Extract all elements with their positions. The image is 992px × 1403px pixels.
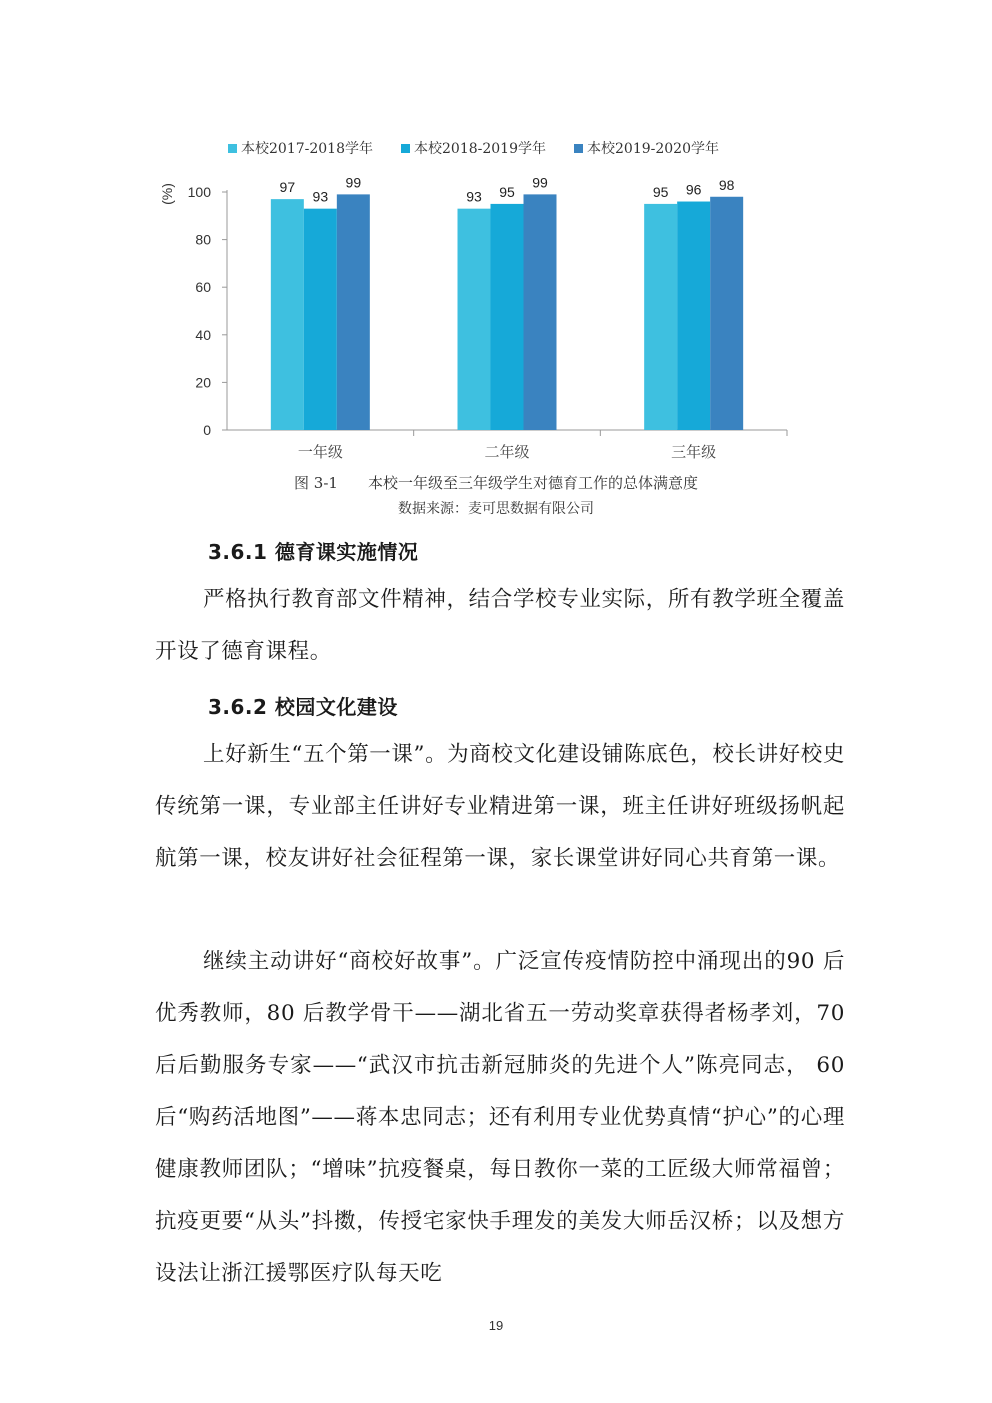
bar-二年级-本校2019-2020学年 (524, 194, 557, 430)
legend-label-2018-2019: 本校2018-2019学年 (414, 141, 546, 157)
bar-二年级-本校2018-2019学年 (491, 204, 524, 430)
legend-label-2019-2020: 本校2019-2020学年 (587, 141, 719, 157)
data-label: 93 (466, 188, 482, 205)
bar-一年级-本校2017-2018学年 (271, 199, 304, 430)
legend-item-2017-2018 (228, 138, 373, 158)
legend-item-2018-2019 (401, 138, 546, 158)
chart-legend (228, 138, 719, 158)
data-source-note: 数据来源：麦可思数据有限公司 (398, 501, 594, 517)
legend-label-2017-2018: 本校2017-2018学年 (241, 141, 373, 157)
legend-item-2019-2020 (574, 138, 719, 158)
bar-三年级-本校2017-2018学年 (644, 204, 677, 430)
section-heading-3-6-2: 3.6.2 校园文化建设 (208, 695, 398, 719)
x-category-label: 一年级 (297, 443, 343, 461)
page-number: 19 (488, 1318, 504, 1333)
y-tick-label: 0 (203, 422, 211, 438)
y-tick-label: 80 (195, 231, 211, 248)
y-tick-label: 40 (195, 326, 211, 343)
paragraph-3-6-2-stories: 继续主动讲好“商校好故事”。广泛宣传疫情防控中涌现出的90 后优秀教师，80 后教学骨干——湖北省五一劳动奖章获得者杨孝刘，70 后后勤服务专家——“武汉市抗击新冠肺炎的先进个人”陈亮同志， 60 后“购药活地图”——蒋本忠同志；还有利用专业优势真情“护心”的心理健康教师团队；“增味”抗疫餐桌，每日教你一菜的工匠级大师常福曾；抗疫更要“从头”抖擞，传授宅家快手理发的美发大师岳汉桥；以及想方设法让浙江援鄂医疗队每天吃 (155, 949, 845, 1286)
satisfaction-bar-chart (150, 130, 810, 475)
data-label: 95 (499, 183, 515, 200)
data-label: 97 (279, 179, 296, 196)
bar-二年级-本校2017-2018学年 (458, 209, 491, 430)
y-tick-label: 100 (187, 184, 211, 200)
y-tick-label: 60 (195, 279, 211, 296)
legend-swatch-2019-2020 (574, 144, 583, 153)
bar-三年级-本校2019-2020学年 (710, 197, 743, 430)
legend-swatch-2017-2018 (228, 144, 237, 153)
bar-三年级-本校2018-2019学年 (677, 202, 710, 430)
chart-canvas (150, 130, 810, 475)
bar-一年级-本校2018-2019学年 (304, 209, 337, 430)
paragraph-3-6-1: 严格执行教育部文件精神，结合学校专业实际，所有教学班全覆盖开设了德育课程。 (155, 587, 845, 664)
y-tick-label: 20 (195, 374, 211, 391)
bar-一年级-本校2019-2020学年 (337, 194, 370, 430)
data-label: 93 (312, 188, 329, 205)
data-label: 98 (718, 176, 735, 193)
figure-caption: 图 3-1 本校一年级至三年级学生对德育工作的总体满意度 (294, 474, 698, 492)
section-heading-3-6-1: 3.6.1 德育课实施情况 (208, 540, 419, 564)
data-label: 95 (652, 183, 669, 200)
paragraph-3-6-2-first-lesson: 上好新生“五个第一课”。为商校文化建设铺陈底色，校长讲好校史传统第一课，专业部主任讲好专业精进第一课，班主任讲好班级扬帆起航第一课，校友讲好社会征程第一课，家长课堂讲好同心共育第一课。 (155, 742, 845, 871)
x-category-label: 二年级 (484, 443, 530, 461)
data-label: 96 (685, 181, 702, 198)
data-label: 99 (532, 174, 548, 191)
data-label: 99 (345, 174, 362, 191)
y-axis-label: (%) (159, 183, 175, 205)
legend-swatch-2018-2019 (401, 144, 410, 153)
x-category-label: 三年级 (671, 443, 717, 461)
